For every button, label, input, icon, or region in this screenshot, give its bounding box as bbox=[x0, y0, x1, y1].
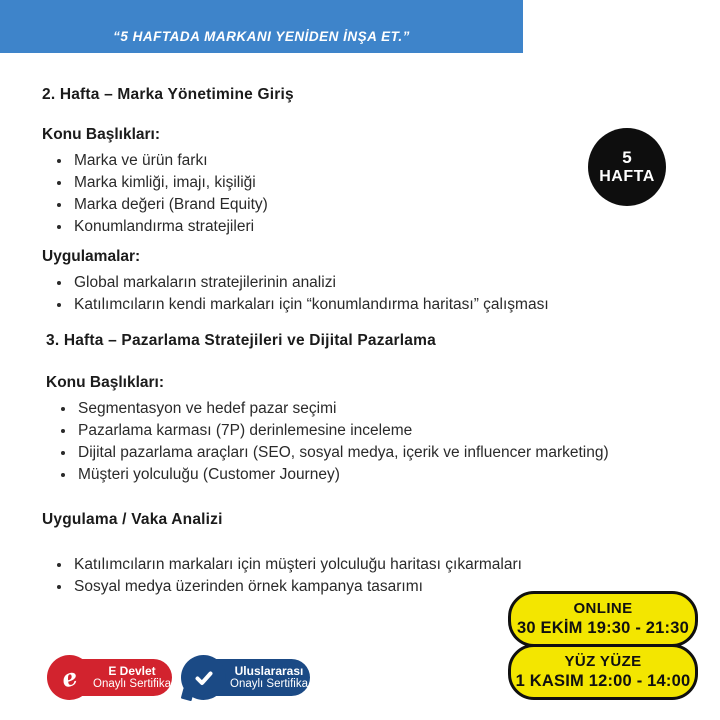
list-item: • Marka ve ürün farkı bbox=[72, 150, 682, 172]
list-item: • Katılımcıların kendi markaları için “konumlandırma haritası” çalışması bbox=[72, 294, 682, 316]
list-item: • Konumlandırma stratejileri bbox=[72, 216, 682, 238]
list-item: • Marka değeri (Brand Equity) bbox=[72, 194, 682, 216]
week2-section bbox=[42, 86, 682, 104]
list-item: • Müşteri yolculuğu (Customer Journey) bbox=[76, 464, 616, 486]
case-analysis-heading: Uygulama / Vaka Analizi bbox=[42, 511, 223, 528]
week2-apps-section bbox=[42, 248, 682, 316]
week3-topics-label: Konu Başlıkları: bbox=[46, 374, 164, 391]
online-schedule-title: ONLINE bbox=[573, 600, 633, 617]
week-count-number: 5 bbox=[622, 148, 632, 168]
list-item: • Global markaların stratejilerinin analizi bbox=[72, 272, 682, 294]
in-person-schedule-badge bbox=[508, 644, 698, 700]
week2-topics-label: Konu Başlıkları: bbox=[42, 126, 160, 143]
week3-heading: 3. Hafta – Pazarlama Stratejileri ve Dijital Pazarlama bbox=[46, 332, 436, 349]
in-person-schedule-time: 1 KASIM 12:00 - 14:00 bbox=[515, 672, 691, 690]
checkmark-icon bbox=[192, 666, 216, 690]
case-analysis-section bbox=[42, 511, 682, 529]
international-cert-subtitle: Onaylı Sertifika bbox=[230, 678, 308, 690]
list-item: • Segmentasyon ve hedef pazar seçimi bbox=[76, 398, 616, 420]
week-count-label: HAFTA bbox=[599, 167, 655, 185]
checkmark-circle bbox=[181, 655, 226, 700]
week2-topics-section bbox=[42, 126, 682, 238]
list-item: • Katılımcıların markaları için müşteri yolculuğu haritası çıkarmaları bbox=[72, 554, 682, 576]
list-item: • Pazarlama karması (7P) derinlemesine inceleme bbox=[76, 420, 616, 442]
international-cert-title: Uluslararası bbox=[234, 664, 304, 678]
week2-apps-list bbox=[42, 272, 682, 316]
list-item: • Dijital pazarlama araçları (SEO, sosyal medya, içerik ve influencer marketing) bbox=[76, 442, 616, 464]
in-person-schedule-title: YÜZ YÜZE bbox=[564, 653, 642, 670]
week3-topics-section bbox=[46, 374, 686, 486]
week3-topics-list bbox=[46, 398, 616, 486]
e-devlet-icon: e bbox=[58, 661, 81, 693]
week2-heading: 2. Hafta – Marka Yönetimine Giriş bbox=[42, 86, 294, 103]
week2-apps-label: Uygulamalar: bbox=[42, 248, 141, 265]
week2-topics-list bbox=[42, 150, 682, 238]
e-devlet-cert-subtitle: Onaylı Sertifika bbox=[93, 678, 171, 690]
list-item: • Sosyal medya üzerinden örnek kampanya tasarımı bbox=[72, 576, 682, 598]
top-banner bbox=[0, 0, 523, 53]
e-devlet-cert-title: E Devlet bbox=[108, 664, 156, 678]
banner-slogan: “5 HAFTADA MARKANI YENİDEN İNŞA ET.” bbox=[113, 29, 410, 44]
online-schedule-badge bbox=[508, 591, 698, 647]
e-devlet-logo-circle bbox=[47, 655, 92, 700]
online-schedule-time: 30 EKİM 19:30 - 21:30 bbox=[516, 619, 690, 637]
list-item: • Marka kimliği, imajı, kişiliği bbox=[72, 172, 682, 194]
week3-section bbox=[46, 332, 686, 350]
